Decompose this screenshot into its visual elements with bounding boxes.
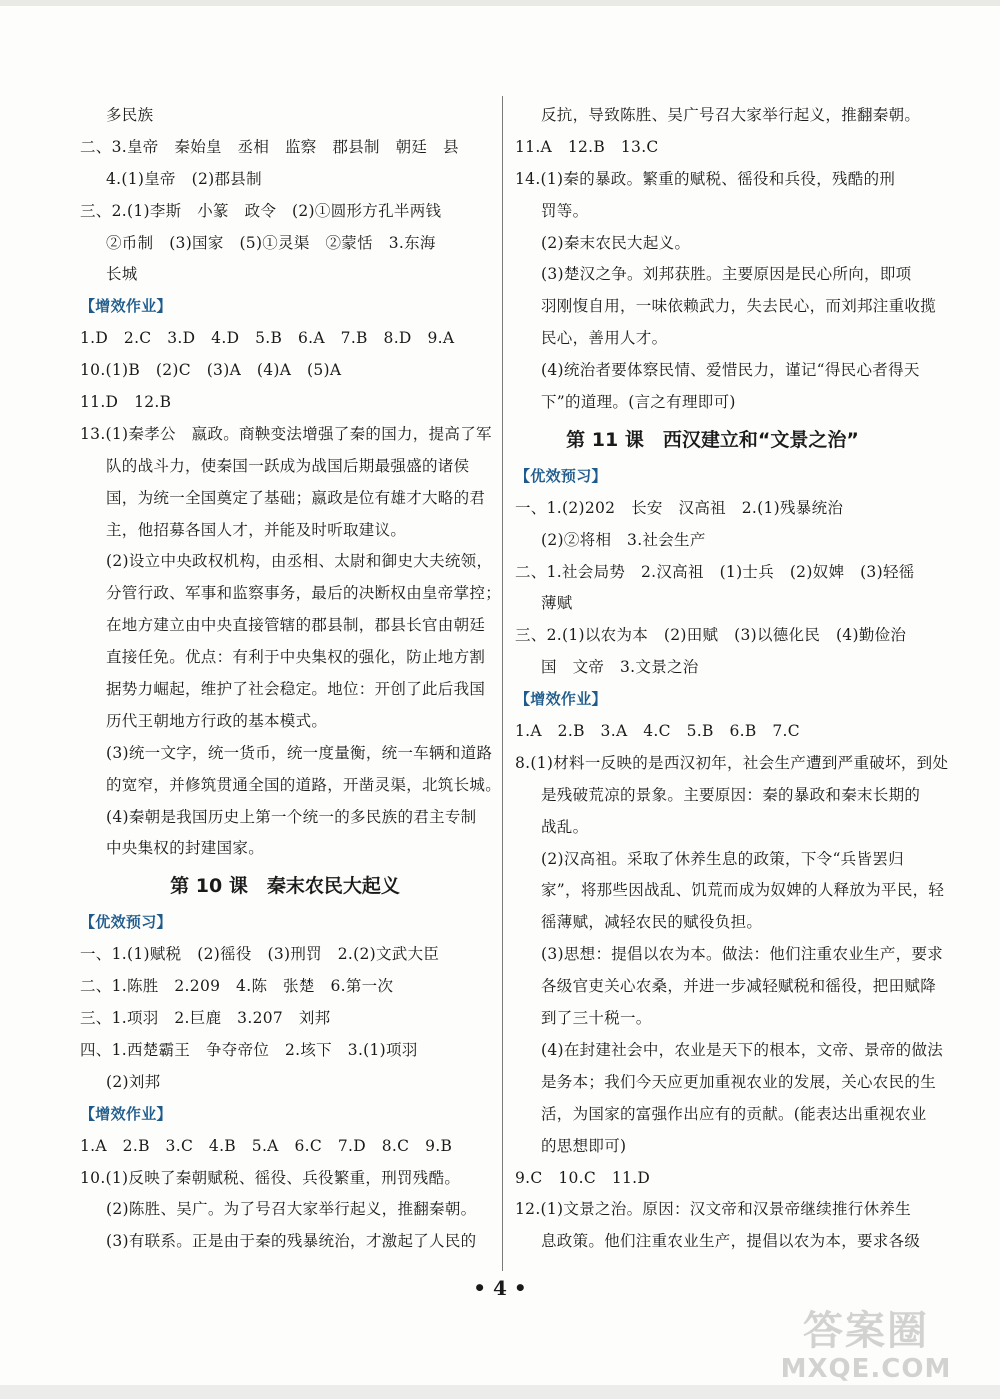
text-line: 直接任免。优点：有利于中央集权的强化，防止地方割: [106, 648, 486, 667]
text-line: 是务本；我们今天应更加重视农业的发展，关心农民的生: [541, 1072, 937, 1091]
text-line: (3)有联系。正是由于秦的残暴统治，才激起了人民的: [106, 1232, 477, 1251]
text-line: 1.A 2.B 3.A 4.C 5.B 6.B 7.C: [515, 722, 800, 741]
lesson-title: 第 11 课 西汉建立和“文景之治”: [566, 428, 859, 451]
text-line: 主，他招募各国人才，并能及时听取建议。: [106, 520, 407, 539]
text-line: 10.(1)B (2)C (3)A (4)A (5)A: [80, 361, 342, 380]
text-line: 罚等。: [541, 201, 589, 220]
text-line: (2)陈胜、吴广。为了号召大家举行起义，推翻秦朝。: [106, 1200, 477, 1219]
text-line: 11.D 12.B: [80, 393, 172, 412]
section-heading: 【增效作业】: [80, 297, 172, 316]
text-line: 羽刚愎自用，一味依赖武力，失去民心，而刘邦注重收揽: [541, 297, 937, 316]
text-line: 到了三十税一。: [541, 1009, 652, 1028]
text-line: 二、1.陈胜 2.209 4.陈 张楚 6.第一次: [80, 977, 394, 996]
text-line: (4)秦朝是我国历史上第一个统一的多民族的君主专制: [106, 807, 477, 826]
right-column: [515, 100, 949, 1258]
text-line: 薄赋: [541, 594, 573, 613]
text-line: 14.(1)秦的暴政。繁重的赋税、徭役和兵役，残酷的刑: [515, 169, 896, 188]
text-line: (3)楚汉之争。刘邦获胜。主要原因是民心所向，即项: [541, 265, 912, 284]
text-line: 国，为统一全国奠定了基础；嬴政是位有雄才大略的君: [106, 488, 486, 507]
text-line: 4.(1)皇帝 (2)郡县制: [106, 169, 262, 188]
text-line: 10.(1)反映了秦朝赋税、徭役、兵役繁重，刑罚残酷。: [80, 1168, 461, 1187]
page-top-edge: [0, 0, 1000, 6]
text-line: 活，为国家的富强作出应有的贡献。(能表达出重视农业: [541, 1104, 927, 1123]
section-heading: 【优效预习】: [80, 913, 172, 932]
text-line: 反抗，导致陈胜、吴广号召大家举行起义，推翻秦朝。: [541, 106, 921, 124]
text-line: 四、1.西楚霸王 争夺帝位 2.垓下 3.(1)项羽: [80, 1040, 418, 1059]
text-line: 分管行政、军事和监察事务，最后的决断权由皇帝掌控；: [106, 584, 502, 603]
section-heading: 【增效作业】: [80, 1104, 172, 1123]
text-line: 一、1.(1)赋税 (2)徭役 (3)刑罚 2.(2)文武大臣: [80, 945, 440, 964]
text-line: 11.A 12.B 13.C: [515, 137, 659, 156]
text-line: 多民族: [106, 106, 154, 124]
lesson-title: 第 10 课 秦末农民大起义: [170, 875, 400, 898]
text-line: 13.(1)秦孝公 嬴政。商鞅变法增强了秦的国力，提高了军: [80, 424, 492, 443]
text-line: (2)刘邦: [106, 1072, 161, 1091]
text-line: 12.(1)文景之治。原因：汉文帝和汉景帝继续推行休养生: [515, 1200, 912, 1219]
site-watermark: [766, 1308, 966, 1390]
text-line: 二、3.皇帝 秦始皇 丞相 监察 郡县制 朝廷 县: [80, 137, 459, 156]
text-line: 战乱。: [541, 817, 589, 836]
text-line: (2)汉高祖。采取了休养生息的政策，下令“兵皆罢归: [541, 849, 904, 868]
text-line: 的宽窄，并修筑贯通全国的道路，开凿灵渠，北筑长城。: [106, 775, 502, 794]
text-line: 三、2.(1)以农为本 (2)田赋 (3)以德化民 (4)勤俭治: [515, 626, 907, 645]
text-line: (2)设立中央政权机构，由丞相、太尉和御史大夫统领，: [106, 552, 493, 571]
text-line: 下”的道理。(言之有理即可): [541, 393, 736, 412]
text-line: 8.(1)材料一反映的是西汉初年，社会生产遭到严重破坏，到处: [515, 753, 949, 772]
section-heading: 【增效作业】: [515, 690, 607, 709]
text-line: 在地方建立由中央直接管辖的郡县制，郡县长官由朝廷: [106, 616, 486, 635]
section-heading: 【优效预习】: [515, 466, 607, 485]
text-line: 1.D 2.C 3.D 4.D 5.B 6.A 7.B 8.D 9.A: [80, 329, 455, 348]
text-line: (2)秦末农民大起义。: [541, 233, 691, 252]
column-divider: [502, 96, 503, 1271]
text-line: 的思想即可): [541, 1136, 627, 1155]
text-line: 长城: [106, 265, 138, 284]
page-number: • 4 •: [473, 1276, 527, 1300]
text-line: 历代王朝地方行政的基本模式。: [106, 711, 328, 730]
text-line: (3)统一文字，统一货币，统一度量衡，统一车辆和道路: [106, 743, 493, 762]
text-line: ②币制 (3)国家 (5)①灵渠 ②蒙恬 3.东海: [106, 233, 436, 252]
text-line: 三、2.(1)李斯 小篆 政令 (2)①圆形方孔半两钱: [80, 201, 442, 220]
text-line: 国 文帝 3.文景之治: [541, 658, 699, 677]
text-line: 民心，善用人才。: [541, 329, 668, 348]
text-line: (4)在封建社会中，农业是天下的根本，文帝、景帝的做法: [541, 1040, 944, 1059]
text-line: 二、1.社会局势 2.汉高祖 (1)士兵 (2)奴婢 (3)轻徭: [515, 562, 915, 581]
left-column: [80, 100, 502, 1258]
text-line: 1.A 2.B 3.C 4.B 5.A 6.C 7.D 8.C 9.B: [80, 1136, 453, 1155]
page-bottom-edge: [0, 1385, 1000, 1399]
watermark-url: MXQE.COM: [780, 1354, 952, 1384]
text-line: (4)统治者要体察民情、爱惜民力，谨记“得民心者得天: [541, 361, 920, 380]
text-line: 徭薄赋，减轻农民的赋役负担。: [541, 913, 763, 932]
text-line: 息政策。他们注重农业生产，提倡以农为本，要求各级: [541, 1232, 921, 1251]
text-line: (2)②将相 3.社会生产: [541, 530, 706, 549]
text-line: 队的战斗力，使秦国一跃成为战国后期最强盛的诸侯: [106, 456, 470, 475]
text-line: 是残破荒凉的景象。主要原因：秦的暴政和秦末长期的: [541, 785, 921, 804]
text-line: 一、1.(2)202 长安 汉高祖 2.(1)残暴统治: [515, 498, 844, 517]
text-line: 据势力崛起，维护了社会稳定。地位：开创了此后我国: [106, 680, 486, 699]
text-line: 中央集权的封建国家。: [106, 839, 265, 858]
text-line: 三、1.项羽 2.巨鹿 3.207 刘邦: [80, 1009, 331, 1028]
text-line: 各级官吏关心农桑，并进一步减轻赋税和徭役，把田赋降: [541, 977, 937, 996]
watermark-logo-text: 答案圈: [803, 1308, 929, 1354]
text-line: 9.C 10.C 11.D: [515, 1168, 651, 1187]
text-line: (3)思想：提倡以农为本。做法：他们注重农业生产，要求: [541, 945, 944, 964]
text-line: 家”，将那些因战乱、饥荒而成为奴婢的人释放为平民，轻: [541, 881, 945, 900]
